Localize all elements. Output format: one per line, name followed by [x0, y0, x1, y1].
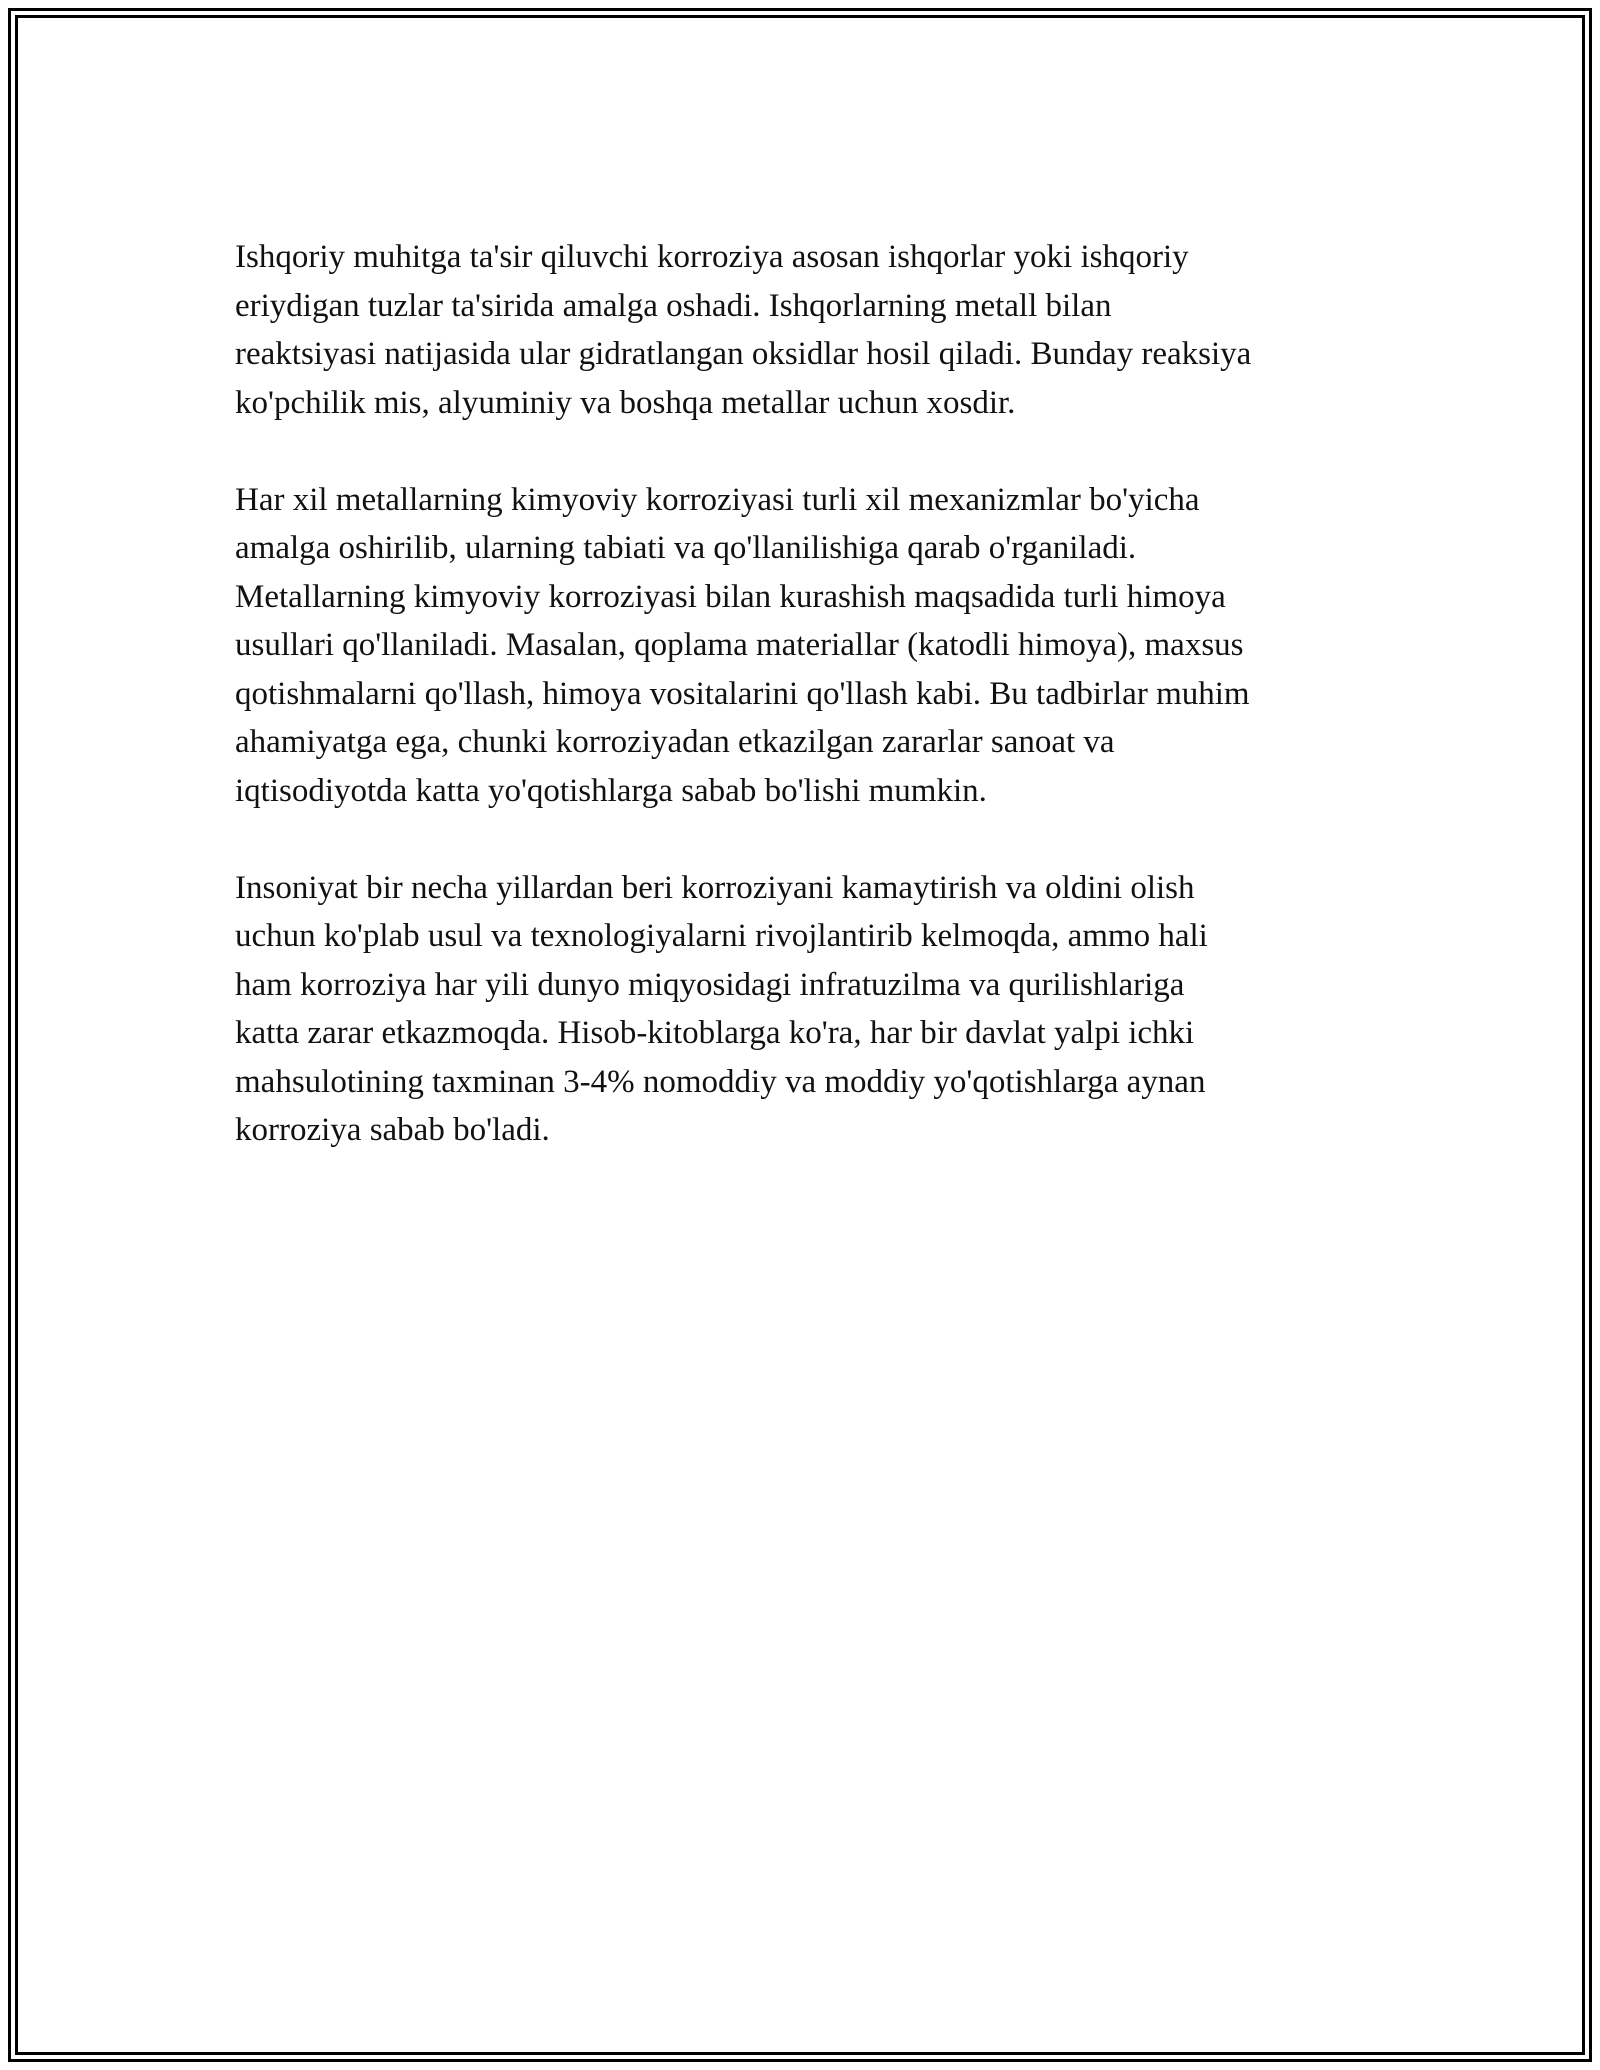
text-line: reaktsiyasi natijasida ular gidratlangan oksidlar hosil qiladi. Bunday reaksiya [235, 336, 1252, 372]
text-line: korroziya sabab bo'ladi. [235, 1112, 550, 1148]
text-line: Insoniyat bir necha yillardan beri korroziyani kamaytirish va oldini olish [235, 869, 1195, 906]
text-line: Ishqoriy muhitga ta'sir qiluvchi korroziya asosan ishqorlar yoki ishqoriy [235, 239, 1189, 275]
text-line: usullari qo'llaniladi. Masalan, qoplama materiallar (katodli himoya), maxsus [235, 627, 1244, 663]
text-line: eriydigan tuzlar ta'sirida amalga oshadi. Ishqorlarning metall bilan [235, 287, 1112, 324]
text-line: ko'pchilik mis, alyuminiy va boshqa metallar uchun xosdir. [235, 384, 1016, 421]
text-line: ham korroziya har yili dunyo miqyosidagi infratuzilma va qurilishlariga [235, 966, 1185, 1003]
text-line: qotishmalarni qo'llash, himoya vositalarini qo'llash kabi. Bu tadbirlar muhim [235, 675, 1250, 712]
text-line: Har xil metallarning kimyoviy korroziyasi turli xil mexanizmlar bo'yicha [235, 481, 1200, 518]
text-line: ahamiyatga ega, chunki korroziyadan etkazilgan zararlar sanoat va [235, 724, 1115, 760]
text-line: Metallarning kimyoviy korroziyasi bilan kurashish maqsadida turli himoya [235, 578, 1226, 615]
text-line: katta zarar etkazmoqda. Hisob-kitoblarga ko'ra, har bir davlat yalpi ichki [235, 1015, 1195, 1051]
paragraph-chemical-corrosion [235, 476, 1395, 816]
paragraph-economic-impact [235, 864, 1395, 1155]
document-body [235, 233, 1395, 1203]
text-line: uchun ko'plab usul va texnologiyalarni rivojlantirib kelmoqda, ammo hali [235, 918, 1208, 954]
text-line: mahsulotining taxminan 3-4% nomoddiy va moddiy yo'qotishlarga aynan [235, 1063, 1206, 1100]
text-line: iqtisodiyotda katta yo'qotishlarga sabab bo'lishi mumkin. [235, 772, 987, 809]
paragraph-alkaline-corrosion [235, 233, 1395, 427]
text-line: amalga oshirilib, ularning tabiati va qo'llanilishiga qarab o'rganiladi. [235, 530, 1137, 566]
